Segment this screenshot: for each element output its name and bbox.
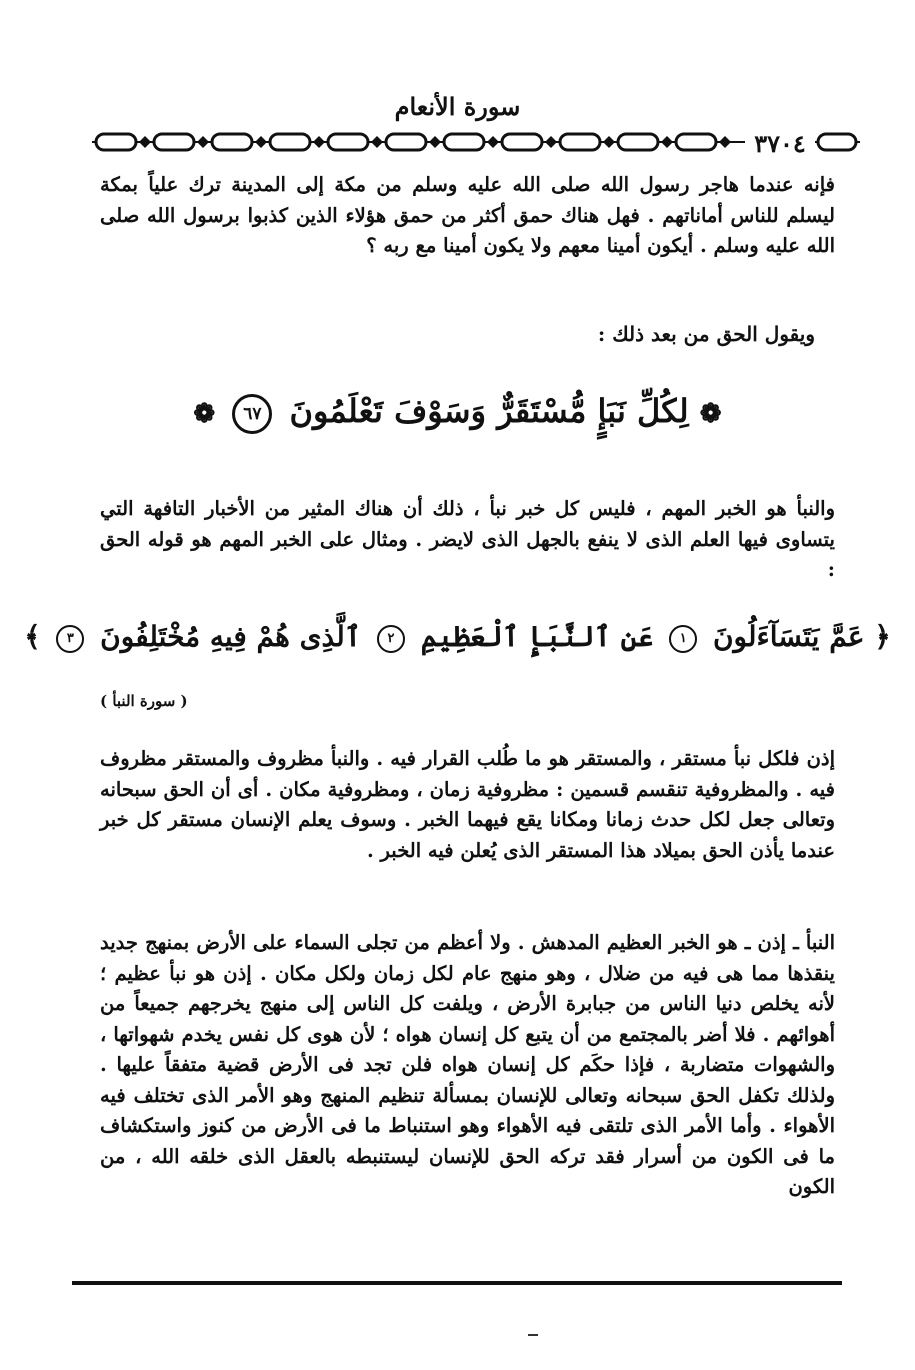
page-number: ٣٧٠٤ [745,129,815,158]
naba-verse-1: عَمَّ يَتَسَآءَلُونَ [712,620,865,653]
verse-67-number: ٦٧ [232,394,272,434]
paragraph-2: ويقول الحق من بعد ذلك : [597,322,815,346]
paragraph-3: والنبأ هو الخبر المهم ، فليس كل خبر نبأ ، ذلك أن هناك المثير من الأخبار التافهة التي يتساوى فيها العلم الذى لا ينفع بالجهل الذى لايضر . ومثال على الخبر المهم هو قوله الحق : [100,497,835,581]
naba-verse-3-number: ٣ [56,625,84,653]
paragraph-4: إذن فلكل نبأ مستقر ، والمستقر هو ما طُلب القرار فيه . والنبأ مظروف والمستقر مظروف فيه . والمظروفية تنقسم قسمين : مظروفية زمان ، ومظروفية مكان . أى أن الحق سبحانه وتعالى جعل لكل حدث زمانا ومكانا يقع فيهما الخبر . وسوف يعلم الإنسان مستقر كل خبر عندما يأذن الحق بميلاد هذا المستقر الذى يُعلن فيه الخبر . [100,747,835,862]
verse-close-bracket: ﴾ [24,620,41,653]
verses-naba [0,620,915,653]
naba-verse-3: ٱلَّذِى هُمْ فِيهِ مُخْتَلِفُونَ [100,620,362,653]
verse-67-text: لِكُلِّ نَبَإٍ مُّسْتَقَرٌّ وَسَوْفَ تَعْلَمُونَ [289,392,689,430]
surah-title: سورة الأنعام [394,92,521,121]
naba-verse-2-number: ٢ [377,625,405,653]
verse-ornament-left-icon: ❁ [193,398,216,429]
surah-reference-label: ( سورة النبأ ) [100,692,188,710]
verse-open-bracket: ﴿ [874,620,891,653]
footer-rule [72,1281,842,1285]
naba-verse-2: عَنِ ٱلنَّبَإِ ٱلْعَظِيمِ [420,620,654,653]
footer-mark [528,1334,538,1336]
paragraph-1: فإنه عندما هاجر رسول الله صلى الله عليه وسلم من مكة إلى المدينة ترك علياً بمكة ليسلم للناس أماناتهم . فهل هناك حمق أكثر من حمق هؤلاء الذين كذبوا برسول الله صلى الله عليه وسلم . أيكون أمينا معهم ولا يكون أمينا مع ربه ؟ [100,173,835,257]
verse-67 [0,392,915,434]
naba-verse-1-number: ١ [669,625,697,653]
verse-ornament-right-icon: ❁ [699,398,722,429]
paragraph-5: النبأ ـ إذن ـ هو الخبر العظيم المدهش . ولا أعظم من تجلى السماء على الأرض بمنهج جديد ينقذها مما هى فيه من ضلال ، وهو منهج عام لكل زمان ولكل مكان . إذن هو نبأ عظيم ؛ لأنه يخلص دنيا الناس من جبابرة الأرض ، ويلفت كل الناس إلى منهج يخرجهم جميعاً من أهوائهم . فلا أضر بالمجتمع من أن يتبع كل إنسان هواه ؛ لأن هوى كل نفس يخدم شهواتها ، والشهوات متضاربة ، فإذا حكَم كل إنسان هواه فلن تجد فى الأرض قضية متفقاً عليها . ولذلك تكفل الحق سبحانه وتعالى للإنسان بمسألة تنظيم المنهج وهو الأمر الذى تختلف فيه الأهواء . وأما الأمر الذى تلتقى فيه الأهواء وهو استنباط ما فى الأرض من كنوز واستكشاف ما فى الكون من أسرار فقد تركه الحق للإنسان ليستنبطه بالعقل الذى خلقه الله ، من الكون [100,931,835,1198]
